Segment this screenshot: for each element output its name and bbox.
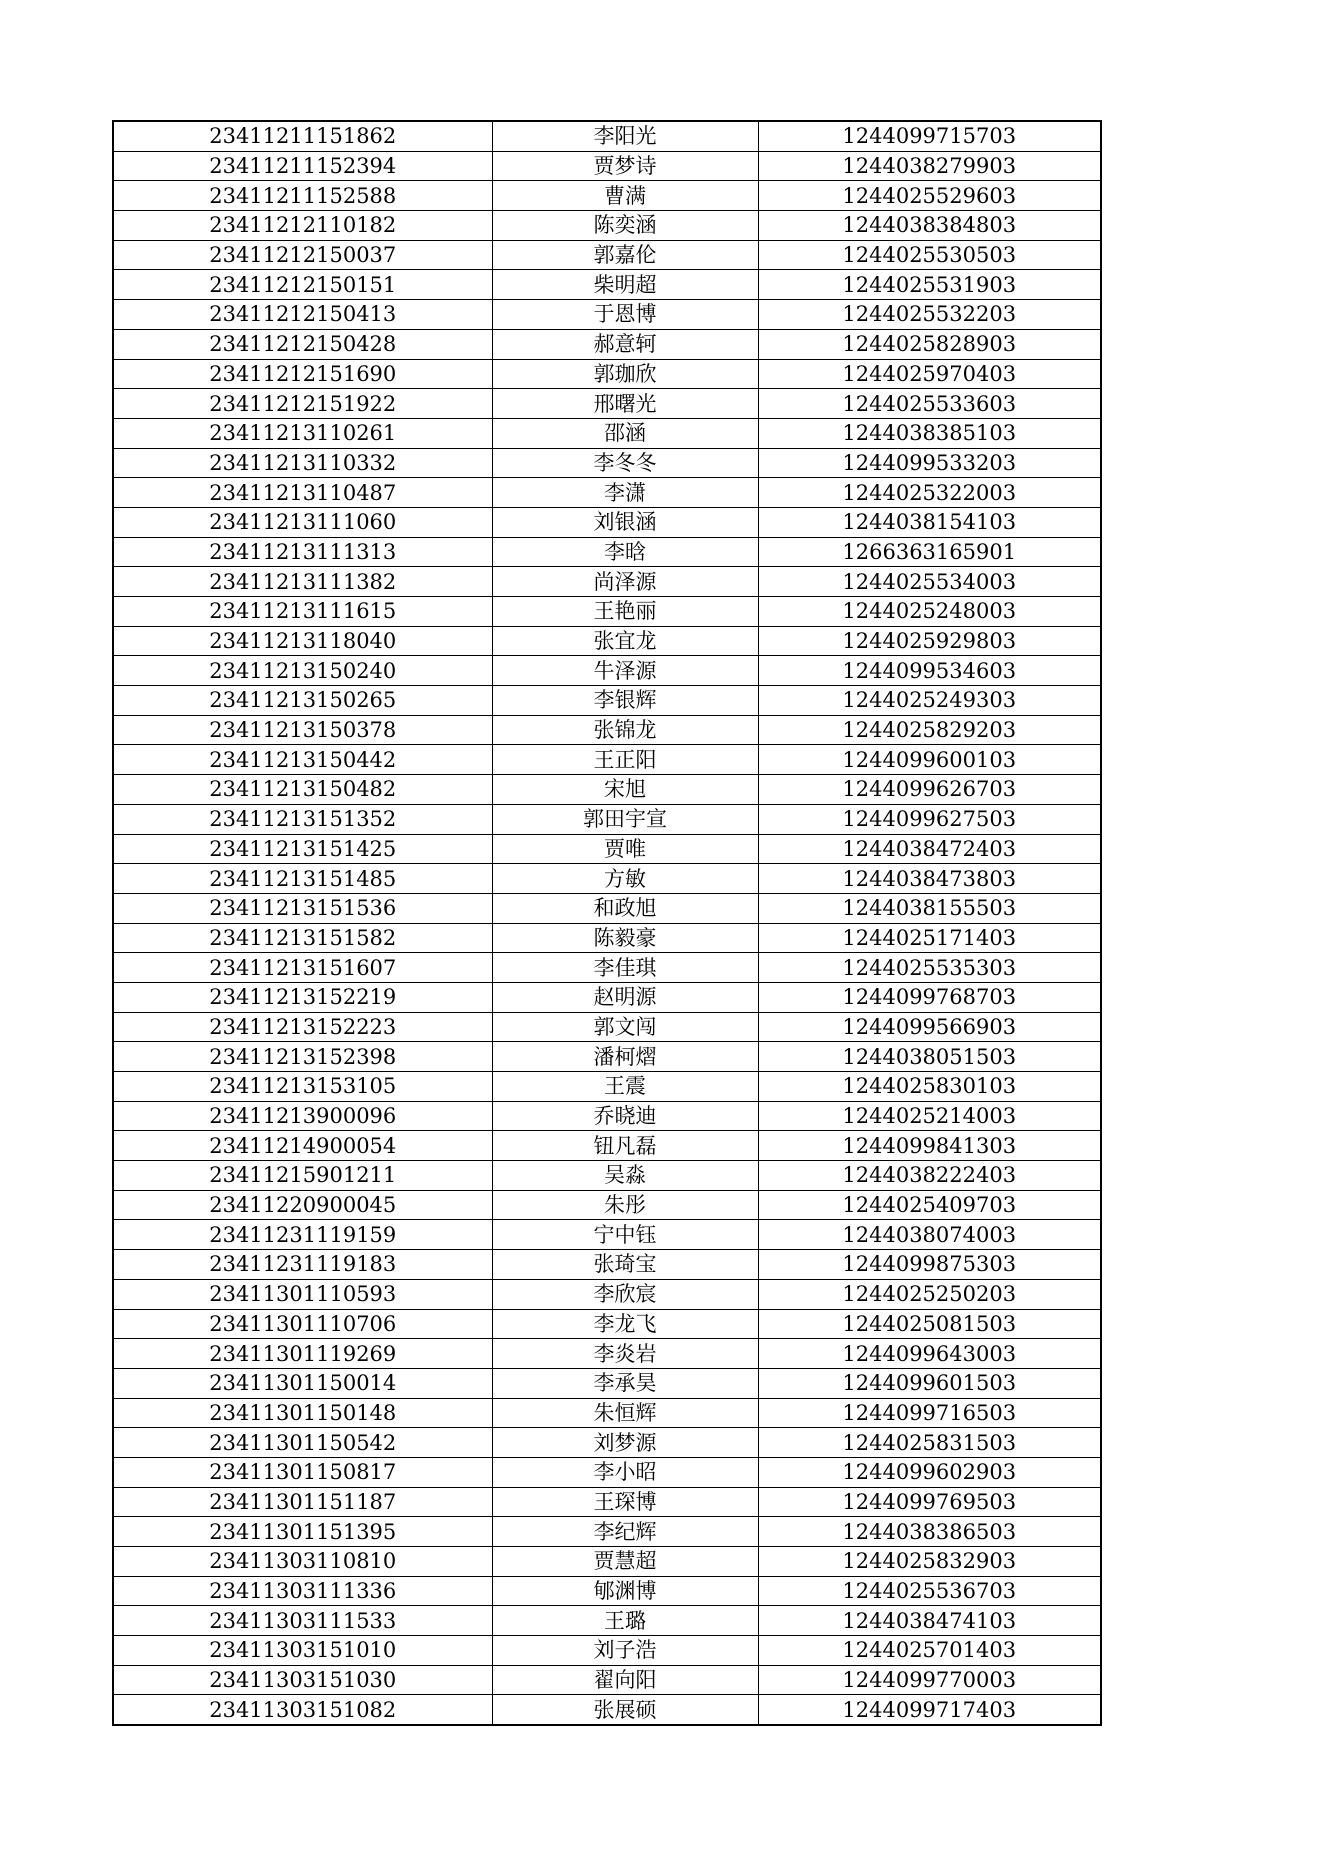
number-cell: 1244025536703 [758,1576,1101,1606]
exam-id-cell: 23411211152394 [113,151,492,181]
number-cell: 1244038385103 [758,418,1101,448]
table-row [113,448,1101,478]
table-row [113,300,1101,330]
student-name-cell: 牛泽源 [492,656,758,686]
table-row [113,478,1101,508]
exam-id-cell: 23411303151082 [113,1695,492,1725]
number-cell: 1244025831503 [758,1428,1101,1458]
table-row [113,1398,1101,1428]
number-cell: 1244099601503 [758,1368,1101,1398]
table-row [113,982,1101,1012]
table-row [113,834,1101,864]
exam-id-cell: 23411211152588 [113,181,492,211]
exam-id-cell: 23411213151485 [113,864,492,894]
exam-id-cell: 23411213150240 [113,656,492,686]
exam-id-cell: 23411213111382 [113,567,492,597]
student-name-cell: 李佳琪 [492,953,758,983]
number-cell: 1244099566903 [758,1012,1101,1042]
student-name-cell: 乔晓迪 [492,1101,758,1131]
exam-id-cell: 23411303111336 [113,1576,492,1606]
student-name-cell: 张宜龙 [492,626,758,656]
student-name-cell: 李小昭 [492,1457,758,1487]
student-name-cell: 李承昊 [492,1368,758,1398]
exam-id-cell: 23411303110810 [113,1547,492,1577]
exam-id-cell: 23411213110332 [113,448,492,478]
number-cell: 1244025529603 [758,181,1101,211]
number-cell: 1244025929803 [758,626,1101,656]
number-cell: 1244099626703 [758,775,1101,805]
exam-id-cell: 23411303151030 [113,1665,492,1695]
exam-id-cell: 23411213111060 [113,507,492,537]
student-name-cell: 宋旭 [492,775,758,805]
table-row [113,389,1101,419]
table-row [113,1487,1101,1517]
table-row [113,1072,1101,1102]
exam-id-cell: 23411212110182 [113,211,492,241]
exam-id-cell: 23411213150378 [113,715,492,745]
number-cell: 1244099841303 [758,1131,1101,1161]
table-row [113,270,1101,300]
number-cell: 1244038473803 [758,864,1101,894]
table-row [113,1636,1101,1666]
number-cell: 1244025248003 [758,597,1101,627]
data-table [112,120,1102,1726]
student-name-cell: 刘银涵 [492,507,758,537]
number-cell: 1244038279903 [758,151,1101,181]
exam-id-cell: 23411213150265 [113,686,492,716]
exam-id-cell: 23411212150413 [113,300,492,330]
number-cell: 1244025531903 [758,270,1101,300]
student-name-cell: 郭文闯 [492,1012,758,1042]
number-cell: 1244099533203 [758,448,1101,478]
table-row [113,1161,1101,1191]
table-row [113,418,1101,448]
number-cell: 1244025171403 [758,923,1101,953]
number-cell: 1244038051503 [758,1042,1101,1072]
number-cell: 1244099534603 [758,656,1101,686]
number-cell: 1244038472403 [758,834,1101,864]
number-cell: 1244038474103 [758,1606,1101,1636]
student-name-cell: 贾梦诗 [492,151,758,181]
number-cell: 1244025322003 [758,478,1101,508]
table-row [113,1131,1101,1161]
table-row [113,1368,1101,1398]
table-row [113,686,1101,716]
number-cell: 1244099875303 [758,1250,1101,1280]
exam-id-cell: 23411301151395 [113,1517,492,1547]
number-cell: 1244025532203 [758,300,1101,330]
exam-id-cell: 23411303111533 [113,1606,492,1636]
number-cell: 1244025409703 [758,1190,1101,1220]
exam-id-cell: 23411213111313 [113,537,492,567]
exam-id-cell: 23411301150817 [113,1457,492,1487]
exam-id-cell: 23411213151607 [113,953,492,983]
exam-id-cell: 23411213151425 [113,834,492,864]
table-row [113,359,1101,389]
student-name-cell: 郇渊博 [492,1576,758,1606]
student-name-cell: 潘柯熠 [492,1042,758,1072]
student-name-cell: 钮凡磊 [492,1131,758,1161]
number-cell: 1244025535303 [758,953,1101,983]
number-cell: 1244038074003 [758,1220,1101,1250]
student-name-cell: 于恩博 [492,300,758,330]
table-row [113,1220,1101,1250]
exam-id-cell: 23411213110261 [113,418,492,448]
number-cell: 1244025832903 [758,1547,1101,1577]
number-cell: 1244099716503 [758,1398,1101,1428]
number-cell: 1244025829203 [758,715,1101,745]
table-row [113,597,1101,627]
student-name-cell: 张锦龙 [492,715,758,745]
table-row [113,656,1101,686]
exam-id-cell: 23411212150037 [113,240,492,270]
exam-id-cell: 23411220900045 [113,1190,492,1220]
table-row [113,1279,1101,1309]
exam-id-cell: 23411301150148 [113,1398,492,1428]
student-name-cell: 张琦宝 [492,1250,758,1280]
table-row [113,1309,1101,1339]
number-cell: 1244099643003 [758,1339,1101,1369]
student-name-cell: 郭珈欣 [492,359,758,389]
exam-id-cell: 23411213151582 [113,923,492,953]
table-row [113,1457,1101,1487]
exam-id-cell: 23411213150442 [113,745,492,775]
exam-id-cell: 23411301119269 [113,1339,492,1369]
exam-id-cell: 23411213152219 [113,982,492,1012]
number-cell: 1244099770003 [758,1665,1101,1695]
exam-id-cell: 23411301150014 [113,1368,492,1398]
number-cell: 1244025214003 [758,1101,1101,1131]
number-cell: 1244099768703 [758,982,1101,1012]
table-row [113,715,1101,745]
student-name-cell: 李潇 [492,478,758,508]
table-row [113,923,1101,953]
table-row [113,775,1101,805]
student-name-cell: 贾慧超 [492,1547,758,1577]
number-cell: 1244038155503 [758,893,1101,923]
number-cell: 1244025534003 [758,567,1101,597]
student-name-cell: 赵明源 [492,982,758,1012]
exam-id-cell: 23411213900096 [113,1101,492,1131]
table-row [113,1606,1101,1636]
student-name-cell: 曹满 [492,181,758,211]
student-name-cell: 和政旭 [492,893,758,923]
table-row [113,1576,1101,1606]
exam-id-cell: 23411212151922 [113,389,492,419]
number-cell: 1244099717403 [758,1695,1101,1725]
table-row [113,1428,1101,1458]
number-cell: 1244099715703 [758,121,1101,151]
exam-id-cell: 23411213151536 [113,893,492,923]
number-cell: 1244025081503 [758,1309,1101,1339]
exam-id-cell: 23411211151862 [113,121,492,151]
student-name-cell: 尚泽源 [492,567,758,597]
exam-id-cell: 23411301110593 [113,1279,492,1309]
table-row [113,507,1101,537]
exam-id-cell: 23411215901211 [113,1161,492,1191]
student-name-cell: 吴淼 [492,1161,758,1191]
table-row [113,1517,1101,1547]
table-row [113,329,1101,359]
number-cell: 1244038154103 [758,507,1101,537]
student-name-cell: 李晗 [492,537,758,567]
table-row [113,1042,1101,1072]
exam-id-cell: 23411214900054 [113,1131,492,1161]
student-name-cell: 陈奕涵 [492,211,758,241]
exam-id-cell: 23411301151187 [113,1487,492,1517]
student-name-cell: 翟向阳 [492,1665,758,1695]
table-row [113,1695,1101,1725]
student-name-cell: 李龙飞 [492,1309,758,1339]
student-name-cell: 朱彤 [492,1190,758,1220]
student-name-cell: 刘子浩 [492,1636,758,1666]
number-cell: 1244038222403 [758,1161,1101,1191]
student-name-cell: 邵涵 [492,418,758,448]
table-row [113,537,1101,567]
student-name-cell: 李阳光 [492,121,758,151]
number-cell: 1244025830103 [758,1072,1101,1102]
exam-id-cell: 23411213153105 [113,1072,492,1102]
table-row [113,211,1101,241]
exam-id-cell: 23411213152398 [113,1042,492,1072]
table-row [113,1339,1101,1369]
number-cell: 1244025530503 [758,240,1101,270]
table-row [113,1547,1101,1577]
number-cell: 1244099769503 [758,1487,1101,1517]
table-row [113,1012,1101,1042]
exam-id-cell: 23411231119159 [113,1220,492,1250]
table-row [113,240,1101,270]
exam-id-cell: 23411212150428 [113,329,492,359]
table-row [113,953,1101,983]
exam-id-cell: 23411301110706 [113,1309,492,1339]
exam-id-cell: 23411213151352 [113,804,492,834]
table-row [113,626,1101,656]
number-cell: 1244038384803 [758,211,1101,241]
student-name-cell: 李炎岩 [492,1339,758,1369]
exam-id-cell: 23411301150542 [113,1428,492,1458]
student-name-cell: 李欣宸 [492,1279,758,1309]
number-cell: 1244038386503 [758,1517,1101,1547]
number-cell: 1244099627503 [758,804,1101,834]
exam-id-cell: 23411213111615 [113,597,492,627]
table-row [113,567,1101,597]
student-name-cell: 朱恒辉 [492,1398,758,1428]
number-cell: 1244025249303 [758,686,1101,716]
exam-id-cell: 23411212150151 [113,270,492,300]
number-cell: 1266363165901 [758,537,1101,567]
student-name-cell: 贾唯 [492,834,758,864]
student-name-cell: 王琛博 [492,1487,758,1517]
table-body [113,121,1101,1725]
table-row [113,1250,1101,1280]
number-cell: 1244099600103 [758,745,1101,775]
student-name-cell: 李冬冬 [492,448,758,478]
student-name-cell: 陈毅豪 [492,923,758,953]
table-row [113,181,1101,211]
table-row [113,893,1101,923]
exam-id-cell: 23411212151690 [113,359,492,389]
exam-id-cell: 23411213110487 [113,478,492,508]
student-name-cell: 郝意轲 [492,329,758,359]
student-name-cell: 柴明超 [492,270,758,300]
number-cell: 1244025533603 [758,389,1101,419]
exam-id-cell: 23411213118040 [113,626,492,656]
exam-id-cell: 23411213150482 [113,775,492,805]
table-row [113,804,1101,834]
student-name-cell: 王艳丽 [492,597,758,627]
student-name-cell: 郭田宇宣 [492,804,758,834]
table-row [113,1665,1101,1695]
number-cell: 1244099602903 [758,1457,1101,1487]
student-name-cell: 方敏 [492,864,758,894]
student-name-cell: 宁中钰 [492,1220,758,1250]
student-name-cell: 王正阳 [492,745,758,775]
number-cell: 1244025250203 [758,1279,1101,1309]
table-row [113,1101,1101,1131]
student-name-cell: 李银辉 [492,686,758,716]
number-cell: 1244025970403 [758,359,1101,389]
number-cell: 1244025701403 [758,1636,1101,1666]
table-row [113,864,1101,894]
exam-id-cell: 23411303151010 [113,1636,492,1666]
table-row [113,151,1101,181]
student-name-cell: 李纪辉 [492,1517,758,1547]
student-name-cell: 邢曙光 [492,389,758,419]
table-row [113,1190,1101,1220]
student-name-cell: 王璐 [492,1606,758,1636]
student-name-cell: 王震 [492,1072,758,1102]
student-name-cell: 张展硕 [492,1695,758,1725]
data-table-container [112,120,1102,1726]
table-row [113,121,1101,151]
exam-id-cell: 23411213152223 [113,1012,492,1042]
student-name-cell: 郭嘉伦 [492,240,758,270]
exam-id-cell: 23411231119183 [113,1250,492,1280]
table-row [113,745,1101,775]
number-cell: 1244025828903 [758,329,1101,359]
student-name-cell: 刘梦源 [492,1428,758,1458]
